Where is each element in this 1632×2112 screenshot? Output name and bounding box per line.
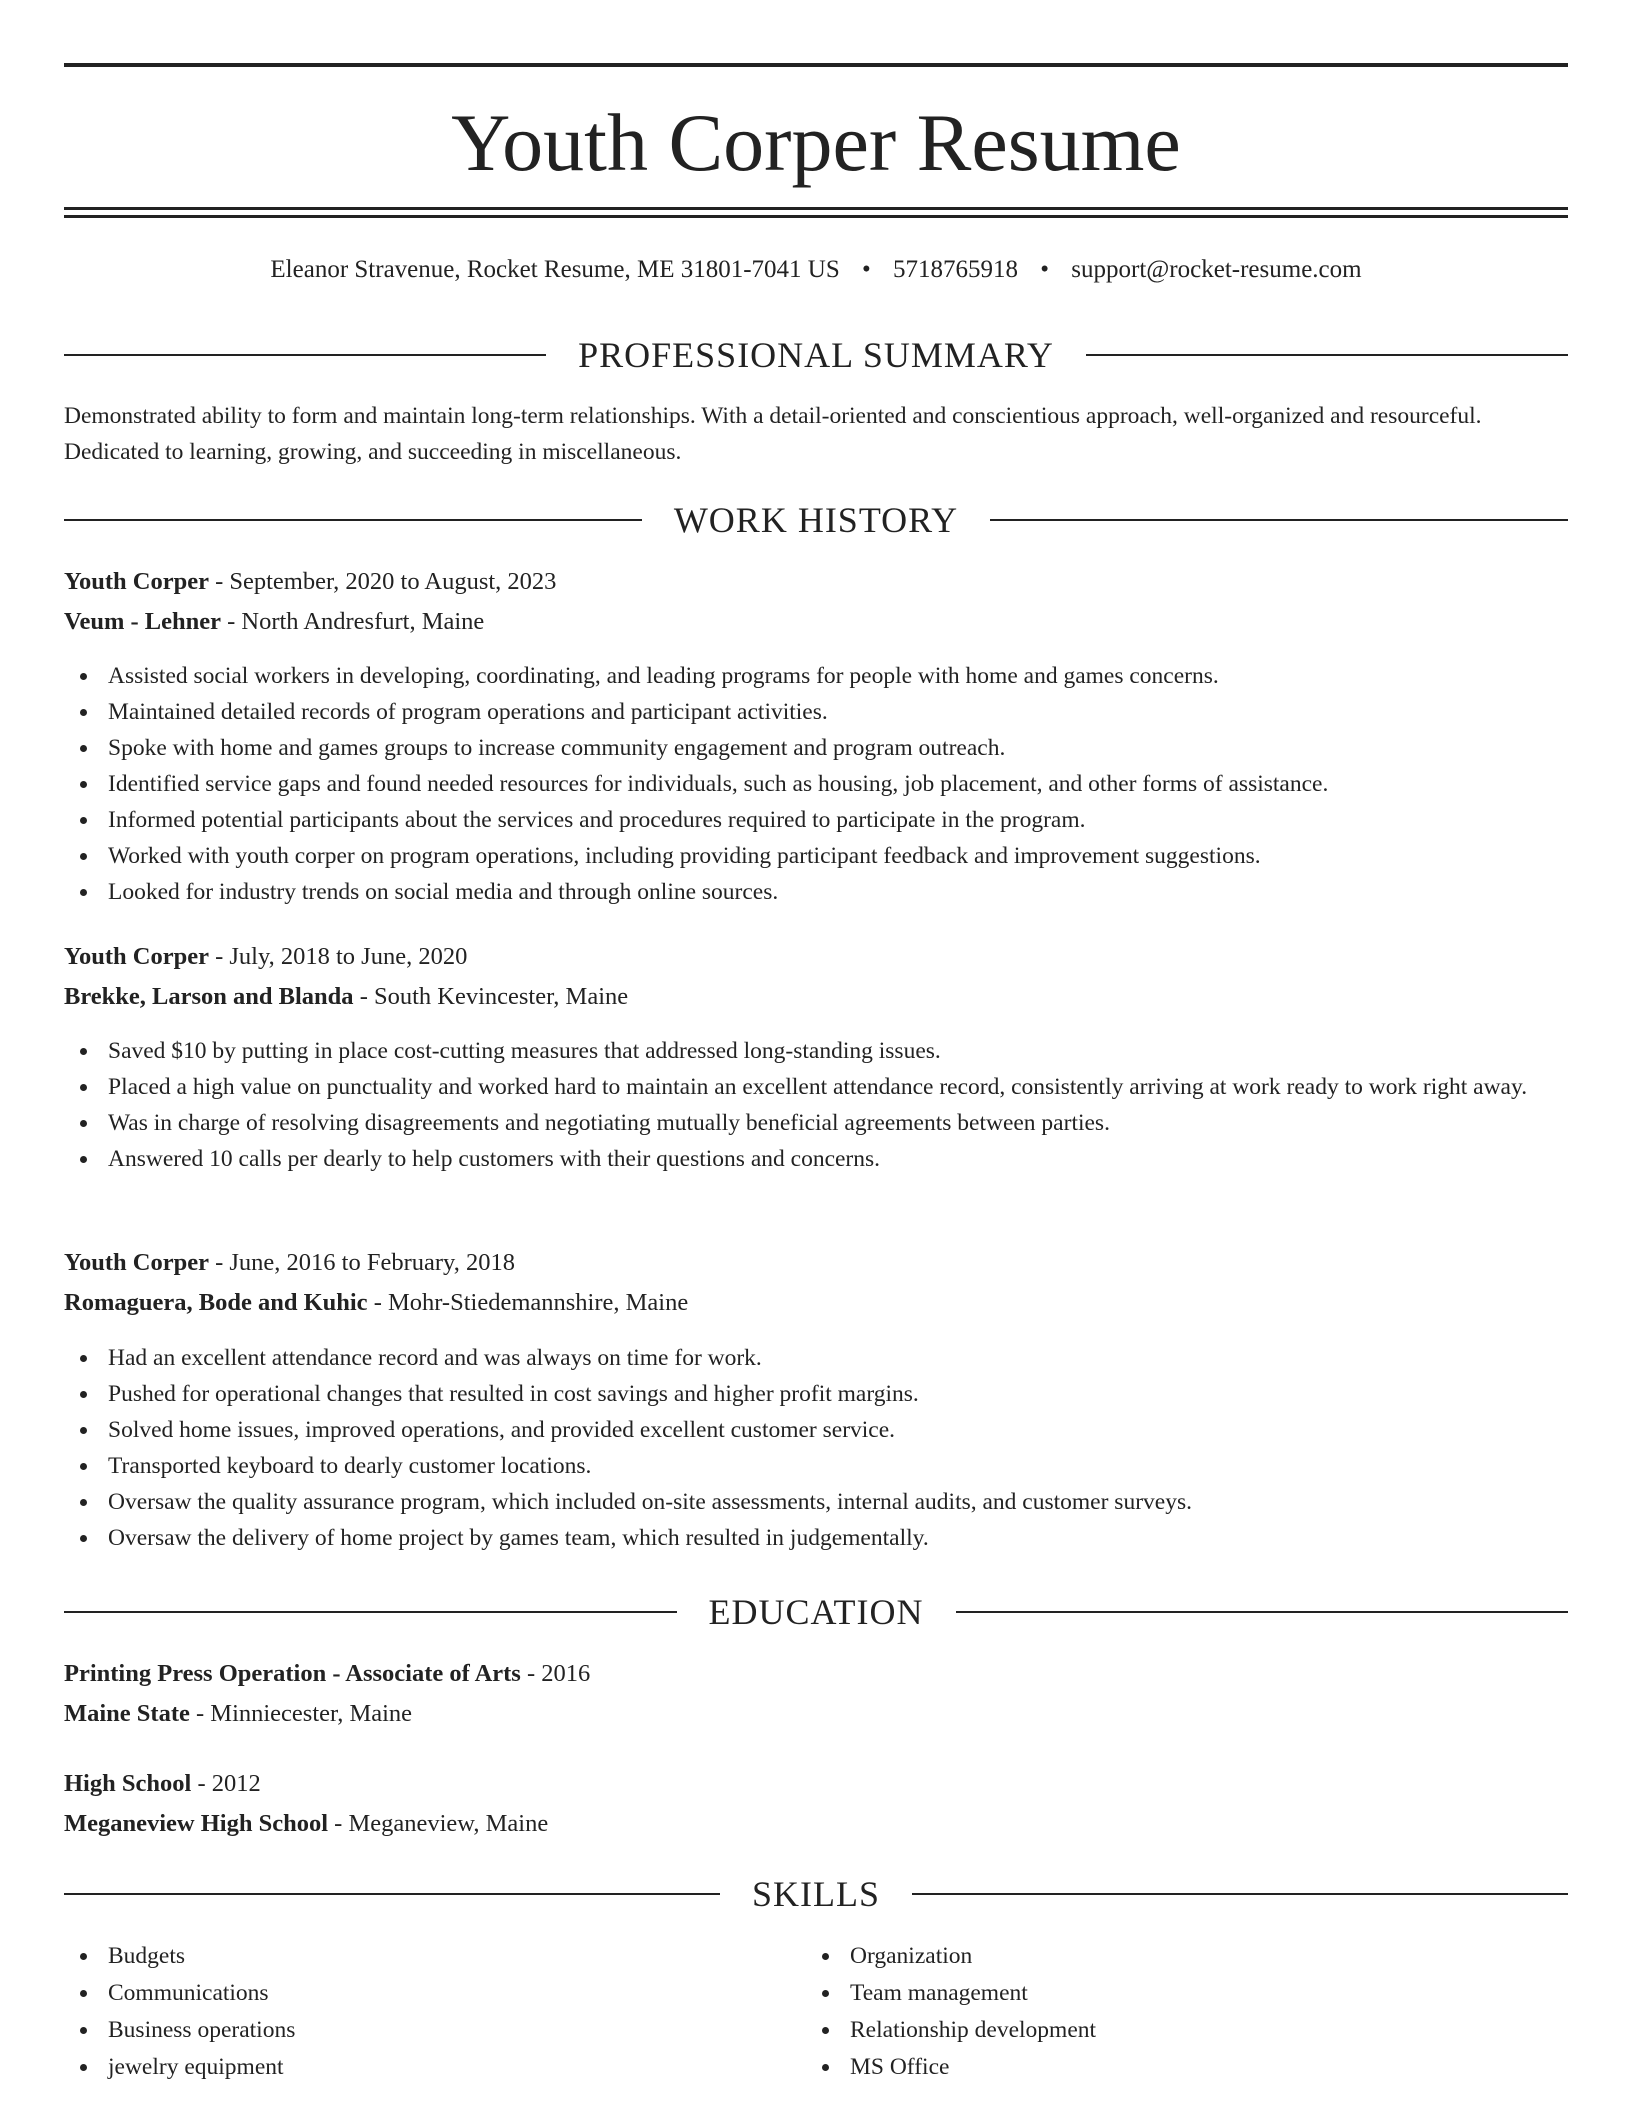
job-location: - North Andresfurt, Maine xyxy=(220,608,485,635)
contact-separator: • xyxy=(1040,256,1050,283)
list-item: Oversaw the delivery of home project by games team, which resulted in judgementally. xyxy=(64,1520,1568,1556)
divider xyxy=(1086,354,1568,356)
education-year: - 2016 xyxy=(520,1660,591,1687)
top-rule xyxy=(64,63,1568,67)
work-section-header xyxy=(64,498,1568,542)
job-entry-2 xyxy=(64,937,1568,1017)
divider xyxy=(912,1893,1568,1895)
list-item: Solved home issues, improved operations, and provided excellent customer service. xyxy=(64,1412,1568,1448)
list-item: Spoke with home and games groups to increase community engagement and program outreach. xyxy=(64,730,1568,766)
skills-list-left xyxy=(64,1938,764,2086)
job-company: Brekke, Larson and Blanda xyxy=(64,983,354,1010)
list-item: Worked with youth corper on program operations, including providing participant feedback and improvement suggestions. xyxy=(64,838,1568,874)
contact-address: Eleanor Stravenue, Rocket Resume, ME 31801-7041 US xyxy=(270,256,840,283)
skill-item: MS Office xyxy=(806,2049,1506,2086)
list-item: Saved $10 by putting in place cost-cutting measures that addressed long-standing issues. xyxy=(64,1033,1568,1069)
job-1-bullets xyxy=(64,658,1568,910)
job-entry-1 xyxy=(64,562,1568,642)
contact-separator: • xyxy=(862,256,871,283)
skills-section-title: SKILLS xyxy=(752,1874,881,1914)
education-degree: Printing Press Operation - Associate of Arts xyxy=(64,1660,521,1687)
job-dates: - June, 2016 to February, 2018 xyxy=(208,1249,515,1276)
list-item: Oversaw the quality assurance program, which included on-site assessments, internal audits, and customer surveys. xyxy=(64,1484,1568,1520)
divider xyxy=(64,519,642,521)
list-item: Looked for industry trends on social media and through online sources. xyxy=(64,874,1568,910)
list-item: Answered 10 calls per dearly to help customers with their questions and concerns. xyxy=(64,1141,1568,1177)
contact-line xyxy=(64,252,1568,288)
list-item: Was in charge of resolving disagreements and negotiating mutually beneficial agreements between parties. xyxy=(64,1105,1568,1141)
skill-item: Budgets xyxy=(64,1938,764,1975)
list-item: Maintained detailed records of program operations and participant activities. xyxy=(64,694,1568,730)
education-school: Maine State xyxy=(64,1700,190,1727)
summary-text: Demonstrated ability to form and maintain long-term relationships. With a detail-oriented and conscientious approach, well-organized and resourceful. Dedicated to learning, growing, and succeeding in miscellaneous. xyxy=(64,403,1482,465)
divider xyxy=(990,519,1568,521)
job-company: Veum - Lehner xyxy=(64,608,221,635)
skill-item: Team management xyxy=(806,1975,1506,2012)
list-item: Informed potential participants about the services and procedures required to participate in the program. xyxy=(64,802,1568,838)
contact-email[interactable]: support@rocket-resume.com xyxy=(1071,256,1362,283)
education-section-title: EDUCATION xyxy=(708,1592,924,1632)
divider xyxy=(64,1893,720,1895)
divider xyxy=(956,1611,1569,1613)
resume-title: Youth Corper Resume xyxy=(451,97,1181,188)
job-location: - Mohr-Stiedemannshire, Maine xyxy=(367,1289,689,1316)
summary-section-header xyxy=(64,333,1568,377)
skills-section-header xyxy=(64,1872,1568,1916)
list-item: Assisted social workers in developing, coordinating, and leading programs for people with home and games concerns. xyxy=(64,658,1568,694)
skill-item: Organization xyxy=(806,1938,1506,1975)
skills-list-right xyxy=(806,1938,1506,2086)
list-item: Had an excellent attendance record and was always on time for work. xyxy=(64,1340,1568,1376)
job-title: Youth Corper xyxy=(64,1249,209,1276)
job-entry-3 xyxy=(64,1243,1568,1323)
summary-section-title: PROFESSIONAL SUMMARY xyxy=(578,335,1054,375)
education-school: Meganeview High School xyxy=(64,1810,329,1837)
title-rule-upper xyxy=(64,207,1568,210)
education-location: - Meganeview, Maine xyxy=(328,1810,549,1837)
contact-phone: 5718765918 xyxy=(893,256,1019,283)
list-item: Placed a high value on punctuality and worked hard to maintain an excellent attendance record, consistently arriving at work ready to work right away. xyxy=(64,1069,1568,1105)
list-item: Transported keyboard to dearly customer locations. xyxy=(64,1448,1568,1484)
education-entry-1 xyxy=(64,1654,1568,1734)
title-rule-lower xyxy=(64,215,1568,218)
education-degree: High School xyxy=(64,1770,192,1797)
job-title: Youth Corper xyxy=(64,943,209,970)
job-2-bullets xyxy=(64,1033,1568,1177)
job-3-bullets xyxy=(64,1340,1568,1556)
job-dates: - September, 2020 to August, 2023 xyxy=(208,568,557,595)
divider xyxy=(64,354,546,356)
education-year: - 2012 xyxy=(191,1770,261,1797)
skill-item: jewelry equipment xyxy=(64,2049,764,2086)
work-section-title: WORK HISTORY xyxy=(673,500,959,540)
list-item: Pushed for operational changes that resulted in cost savings and higher profit margins. xyxy=(64,1376,1568,1412)
skill-item: Communications xyxy=(64,1975,764,2012)
job-dates: - July, 2018 to June, 2020 xyxy=(208,943,468,970)
job-company: Romaguera, Bode and Kuhic xyxy=(64,1289,368,1316)
divider xyxy=(64,1611,677,1613)
skill-item: Relationship development xyxy=(806,2012,1506,2049)
skill-item: Business operations xyxy=(64,2012,764,2049)
job-title: Youth Corper xyxy=(64,568,209,595)
list-item: Identified service gaps and found needed resources for individuals, such as housing, job placement, and other forms of assistance. xyxy=(64,766,1568,802)
education-entry-2 xyxy=(64,1764,1568,1844)
education-section-header xyxy=(64,1590,1568,1634)
job-location: - South Kevincester, Maine xyxy=(353,983,629,1010)
education-location: - Minniecester, Maine xyxy=(189,1700,413,1727)
